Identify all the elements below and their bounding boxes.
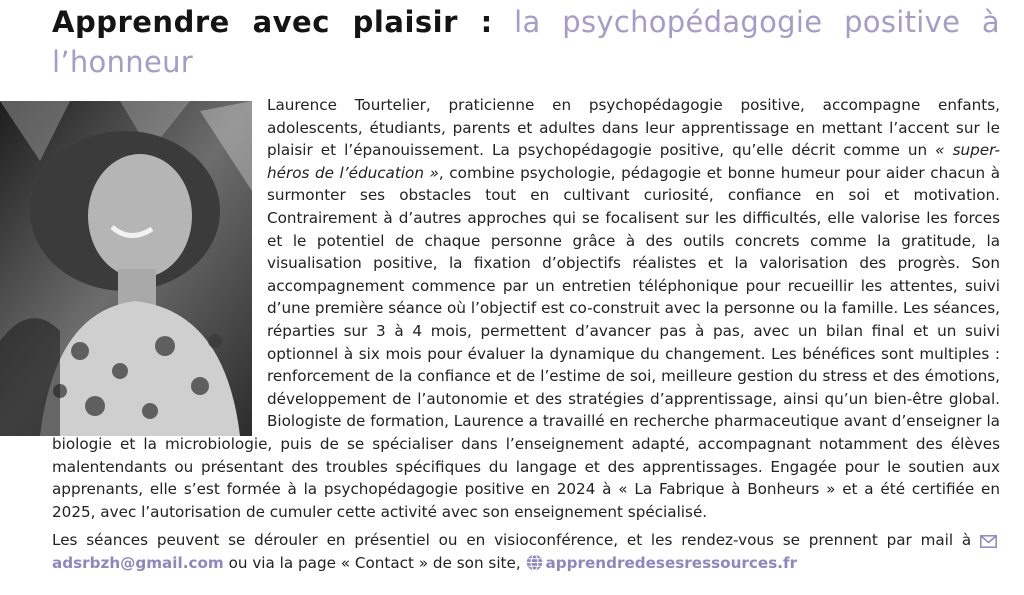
photo-spacer (52, 94, 267, 432)
website-link[interactable]: apprendredesesressources.fr (545, 553, 798, 572)
contact-text-part2: ou via la page « Contact » de son site, (223, 553, 526, 572)
paragraph-contact (52, 529, 1000, 574)
paragraph-main-part2: , combine psychologie, pédagogie et bonne humeur pour aider chacun à surmonter ses obstacles tout en cultivant curiosité, confiance en soi et motivation. Contrairement à d’autres approches qui se focalisent sur les difficultés, elle valorise les forces et le potentiel de chaque personne grâce à des outils concrets comme la gratitude, la visualisation positive, la fixation d’objectifs réalistes et la valorisation des progrès. Son accompagnement commence par un entretien téléphonique pour recueillir les attentes, suivi d’une première séance où l’objectif est co-construit avec la personne ou la famille. Les séances, réparties sur 3 à 4 mois, permettent d’avancer pas à pas, avec un bilan final et un suivi optionnel à six mois pour évaluer la dynamique du changement. Les bénéfices sont multiples : renforcement de la confiance et de l’estime de soi, meilleure gestion du stress et des émotions, développement de l’autonomie et des stratégies d’apprentissage, ainsi qu’un bien-être global. Biologiste de formation, Laurence a travaillé en recherche pharmaceutique avant d’enseigner la biologie et la microbiologie, puis de se spécialiser dans l’enseignement adapté, accompagnant notamment des élèves malentendants ou présentant des troubles spécifiques du langage et des apprentissages. Engagée pour le soutien aux apprenants, elle s’est formée à la psychopédagogie positive en 2024 à « La Fabrique à Bonheurs » et a été certifiée en 2025, avec l’autorisation de cumuler cette activité avec son enseignement spécialisé. (52, 163, 1000, 521)
globe-icon (526, 554, 543, 571)
contact-text-part1: Les séances peuvent se dérouler en présentiel ou en visioconférence, et les rendez-vous se prennent par mail à (52, 531, 980, 550)
title-bold: Apprendre avec plaisir : (52, 5, 493, 39)
paragraph-main-part1: Laurence Tourtelier, praticienne en psychopédagogie positive, accompagne enfants, adolescents, étudiants, parents et adultes dans leur apprentissage en mettant l’accent sur le plaisir et l’épanouissement. La psychopédagogie positive, qu’elle décrit comme un (267, 96, 1000, 160)
quote-super-heros: « super-héros de l’éducation » (267, 141, 1001, 182)
article-body (52, 94, 1000, 574)
title-light: la psychopédagogie positive à l’honneur (52, 5, 1000, 79)
article-title (52, 2, 1000, 82)
email-link[interactable]: adsrbzh@gmail.com (52, 553, 224, 572)
envelope-icon (980, 535, 997, 548)
